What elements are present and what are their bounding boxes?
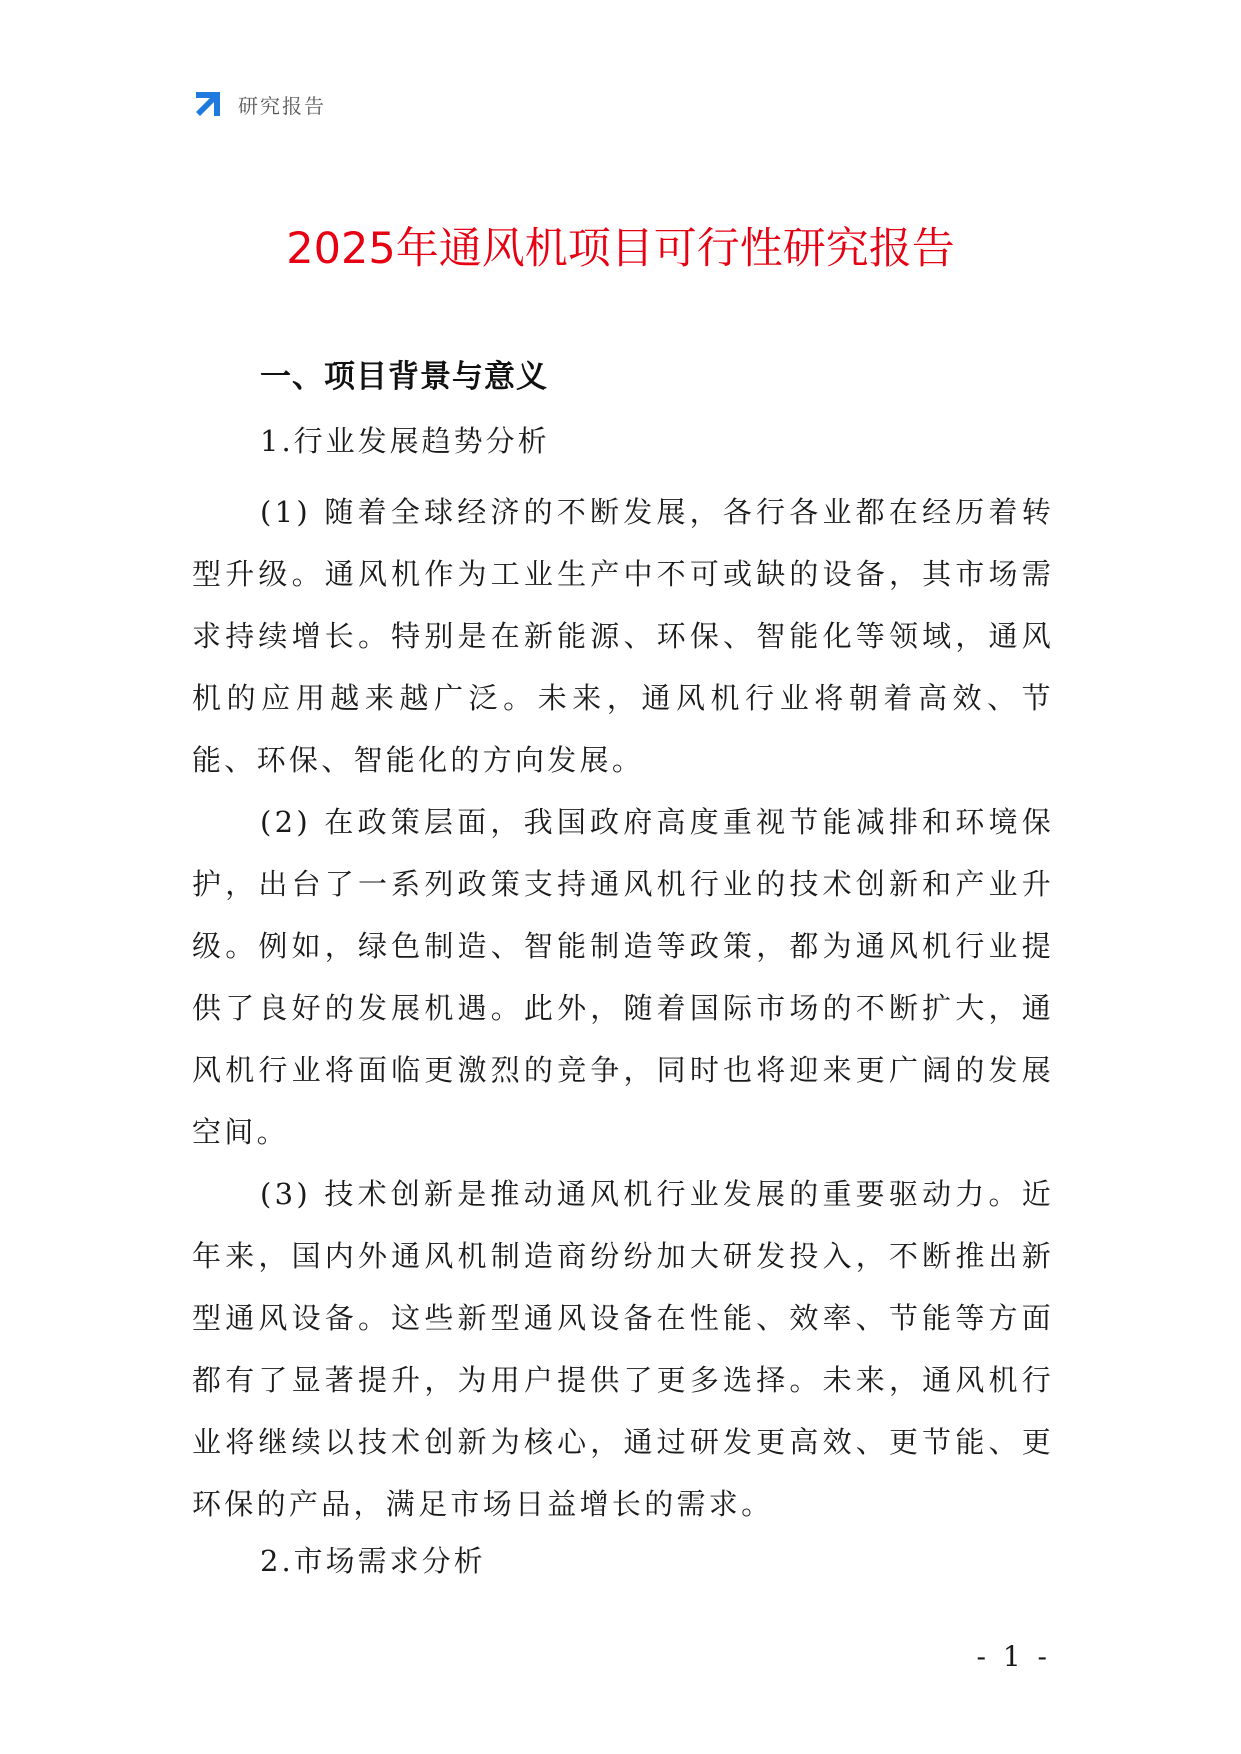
subsection-heading: 2.市场需求分析 xyxy=(260,1544,486,1578)
page-number: - 1 - xyxy=(976,1640,1051,1673)
paragraph: (2) 在政策层面，我国政府高度重视节能减排和环境保护，出台了一系列政策支持通风机行业的技术创新和产业升级。例如，绿色制造、智能制造等政策，都为通风机行业提供了良好的发展机遇。此外，随着国际市场的不断扩大，通风机行业将面临更激烈的竞争，同时也将迎来更广阔的发展空间。 xyxy=(192,805,1054,1149)
report-header xyxy=(192,88,326,120)
document-body xyxy=(192,355,1054,1601)
subsection-heading: 1.行业发展趋势分析 xyxy=(260,424,550,458)
paragraph: (1) 随着全球经济的不断发展，各行各业都在经历着转型升级。通风机作为工业生产中不可或缺的设备，其市场需求持续增长。特别是在新能源、环保、智能化等领域，通风机的应用越来越广泛。未来，通风机行业将朝着高效、节能、环保、智能化的方向发展。 xyxy=(192,495,1054,777)
document-title: 2025年通风机项目可行性研究报告 xyxy=(286,224,955,274)
header-label: 研究报告 xyxy=(238,93,326,118)
paragraph: (3) 技术创新是推动通风机行业发展的重要驱动力。近年来，国内外通风机制造商纷纷加大研发投入，不断推出新型通风设备。这些新型通风设备在性能、效率、节能等方面都有了显著提升，为用户提供了更多选择。未来，通风机行业将继续以技术创新为核心，通过研发更高效、更节能、更环保的产品，满足市场日益增长的需求。 xyxy=(192,1177,1054,1521)
section-heading: 一、项目背景与意义 xyxy=(260,359,548,395)
arrow-up-right-icon xyxy=(192,88,224,120)
